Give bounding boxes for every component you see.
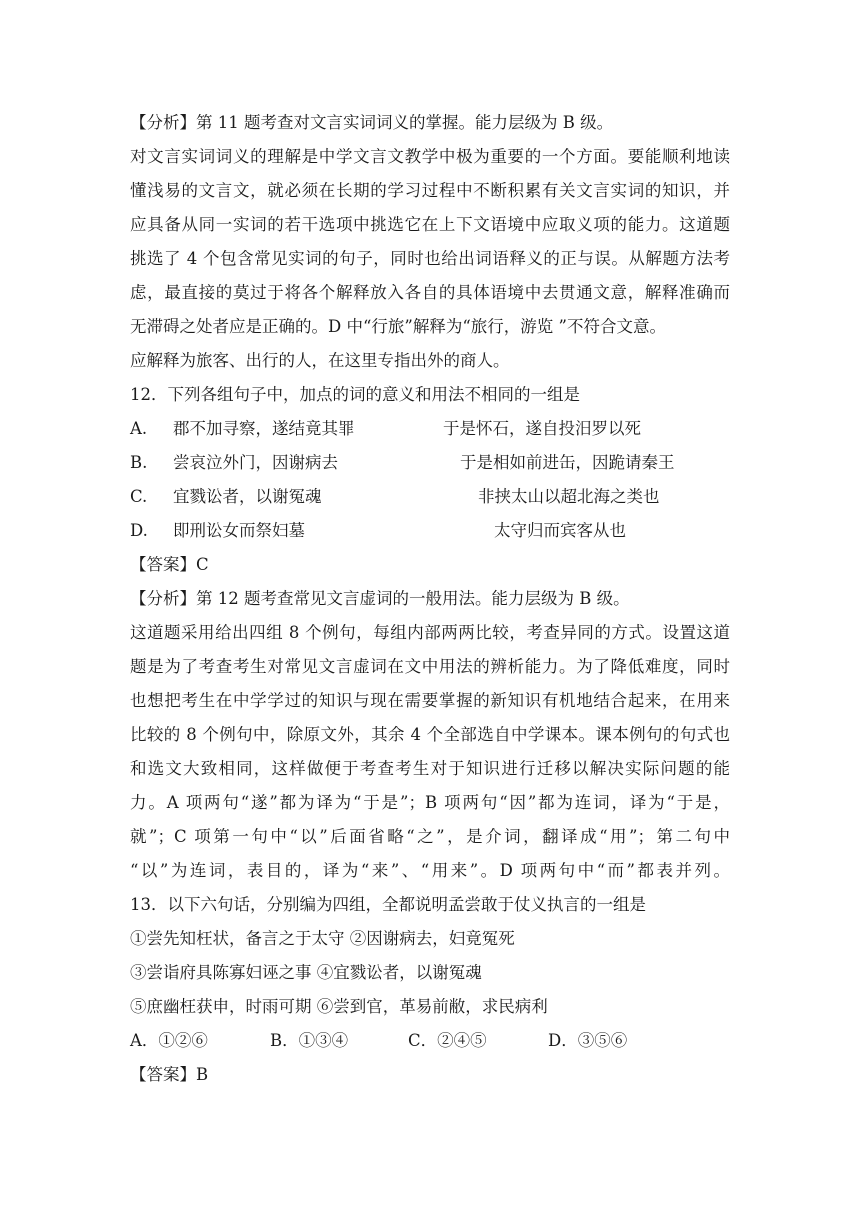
choices-row [130,1024,730,1058]
analysis-heading: 【分析】第 11 题考查对文言实词词义的掌握。能力层级为 B 级。 [130,113,614,132]
option-sentence-1: 宜戮讼者，以谢冤魂 [173,487,322,506]
option-sentence-1: 尝哀泣外门，因谢病去 [173,453,338,472]
option-letter: B. [130,453,148,472]
option-row [130,446,730,480]
analysis-heading: 【分析】第 12 题考查常见文言虚词的一般用法。能力层级为 B 级。 [130,589,630,608]
statement-line: ⑤庶幽枉获申，时雨可期 ⑥尝到官，革易前敝，求民病利 [130,997,548,1016]
paragraph-line: 懂浅易的文言文，就必须在长期的学习过程中不断积累有关文言实词的知识，并 [130,181,730,200]
paragraph-line: 就”；C 项第一句中“以”后面省略“之”，是介词，翻译成“用”；第二句中 [130,827,730,846]
paragraph-line: 对文言实词词义的理解是中学文言文教学中极为重要的一个方面。要能顺利地读 [130,147,730,166]
paragraph-line: 和选文大致相同，这样做便于考查考生对于知识进行迁移以解决实际问题的能 [130,759,730,778]
paragraph-line: 这道题采用给出四组 8 个例句，每组内部两两比较，考查异同的方式。设置这道 [130,623,730,642]
paragraph-line: 无滞碍之处者应是正确的。D 中“行旅”解释为“旅行，游览 ”不符合文意。 [130,317,666,336]
option-letter: D. [130,521,148,540]
paragraph-line: 应解释为旅客、出行的人，在这里专指出外的商人。 [130,351,510,370]
paragraph-line: 也想把考生在中学学过的知识与现在需要掌握的新知识有机地结合起来，在用来 [130,691,730,710]
choice-c: C．②④⑤ [408,1031,487,1050]
answer-13: 【答案】B [130,1065,209,1084]
paragraph-line: 虑，最直接的莫过于将各个解释放入各自的具体语境中去贯通文意，解释准确而 [130,283,730,302]
option-letter: A. [130,419,148,438]
option-row [130,412,730,446]
paragraph-line: “以”为连词，表目的，译为“来”、“用来”。D 项两句中“而”都表并列。 [130,861,730,880]
option-sentence-2: 太守归而宾客从也 [494,521,626,540]
choice-b: B．①③④ [270,1031,349,1050]
analysis-12 [130,582,730,888]
paragraph-line: 题是为了考查考生对常见文言虚词在文中用法的辨析能力。为了降低难度，同时 [130,657,730,676]
statement-line: ①尝先知枉状，备言之于太守 ②因谢病去，妇竟冤死 [130,929,515,948]
choice-d: D．③⑤⑥ [548,1031,628,1050]
question-12 [130,378,730,582]
question-stem: 13．以下六句话，分别编为四组，全都说明孟尝敢于仗义执言的一组是 [130,895,646,914]
option-sentence-2: 非挟太山以超北海之类也 [478,487,660,506]
question-13 [130,888,730,1092]
document-page [130,106,730,1092]
paragraph-line: 应具备从同一实词的若干选项中挑选它在上下文语境中应取义项的能力。这道题 [130,215,730,234]
option-row [130,480,730,514]
paragraph-line: 挑选了 4 个包含常见实词的句子，同时也给出词语释义的正与误。从解题方法考 [130,249,730,268]
option-sentence-1: 即刑讼女而祭妇墓 [173,521,305,540]
paragraph-line: 比较的 8 个例句中，除原文外，其余 4 个全部选自中学课本。课本例句的句式也 [130,725,730,744]
option-sentence-2: 于是怀石，遂自投汨罗以死 [443,419,641,438]
option-row [130,514,730,548]
option-sentence-2: 于是相如前进缶，因跪请秦王 [460,453,675,472]
analysis-11 [130,106,730,378]
answer-12: 【答案】C [130,555,209,574]
option-letter: C. [130,487,148,506]
choice-a: A．①②⑥ [130,1031,208,1050]
option-sentence-1: 郡不加寻察，遂结竟其罪 [173,419,355,438]
statement-line: ③尝诣府具陈寡妇诬之事 ④宜戮讼者，以谢冤魂 [130,963,482,982]
paragraph-line: 力。A 项两句“遂”都为译为“于是”；B 项两句“因”都为连词，译为“于是， [130,793,730,812]
question-stem: 12．下列各组句子中，加点的词的意义和用法不相同的一组是 [130,385,580,404]
